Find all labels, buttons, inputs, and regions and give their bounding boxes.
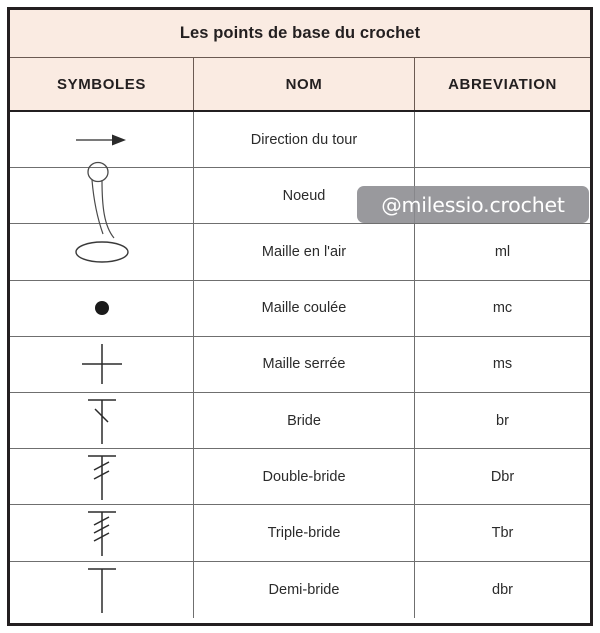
symbol-cell: [10, 224, 194, 279]
single-crochet-symbol: [10, 337, 193, 392]
treble-crochet-symbol: [10, 449, 193, 504]
page-title: Les points de base du crochet: [179, 24, 421, 42]
stitch-name: Maille serrée: [262, 356, 346, 373]
table-row: [10, 224, 590, 280]
stitch-name: Maille en l'air: [261, 243, 347, 260]
stitch-abbreviation: ml: [494, 243, 511, 260]
symbol-cell: [10, 168, 194, 223]
table-body: [10, 112, 590, 618]
watermark-text: @milessio.crochet: [381, 192, 565, 217]
stitch-name: Demi-bride: [268, 581, 340, 598]
name-cell: [194, 112, 415, 167]
name-cell: [194, 281, 415, 336]
stitch-name: Noeud: [282, 187, 326, 204]
name-cell: [194, 337, 415, 392]
table-row: [10, 393, 590, 449]
name-cell: [194, 393, 415, 448]
column-header-name: NOM: [194, 58, 415, 110]
stitch-name: Direction du tour: [250, 131, 358, 148]
column-header-abbreviation: ABREVIATION: [448, 75, 557, 93]
stitch-name: Bride: [287, 412, 321, 429]
abbreviation-cell: [415, 168, 590, 223]
symbol-cell: [10, 393, 194, 448]
column-header-symbols: SYMBOLES: [10, 58, 194, 110]
abbreviation-cell: [415, 224, 590, 279]
symbol-cell: [10, 505, 194, 560]
stitch-abbreviation: Dbr: [490, 468, 515, 485]
slip-stitch-symbol: [10, 281, 193, 336]
stitch-abbreviation: br: [496, 412, 509, 429]
table-row: [10, 168, 590, 224]
abbreviation-cell: [415, 337, 590, 392]
symbol-cell: [10, 281, 194, 336]
stitch-name: Maille coulée: [261, 300, 347, 317]
name-cell: [194, 562, 415, 618]
symbol-cell: [10, 337, 194, 392]
abbreviation-cell: [415, 505, 590, 560]
symbol-cell: [10, 562, 194, 618]
table-row: [10, 449, 590, 505]
stitch-name: Double-bride: [262, 468, 346, 485]
double-crochet-symbol: [10, 393, 193, 448]
name-cell: [194, 449, 415, 504]
stitch-abbreviation: ms: [492, 356, 513, 373]
half-double-symbol: [10, 562, 193, 618]
name-cell: [194, 505, 415, 560]
table-header-row: [10, 58, 590, 112]
stitch-abbreviation: Tbr: [491, 524, 514, 541]
name-cell: [194, 168, 415, 223]
chain-stitch-symbol: [10, 224, 193, 279]
abbreviation-cell: [415, 281, 590, 336]
stitch-abbreviation: dbr: [492, 581, 513, 598]
abbreviation-cell: [415, 112, 590, 167]
table-row: [10, 337, 590, 393]
double-treble-symbol: [10, 505, 193, 560]
table-row: [10, 562, 590, 618]
abbreviation-cell: [415, 449, 590, 504]
abbreviation-cell: [415, 562, 590, 618]
table-title-row: [10, 10, 590, 58]
symbol-cell: [10, 449, 194, 504]
stitch-name: Triple-bride: [267, 524, 341, 541]
name-cell: [194, 224, 415, 279]
crochet-symbols-table: [7, 7, 593, 626]
slip-knot-symbol: [10, 168, 193, 223]
abbreviation-cell: [415, 393, 590, 448]
table-row: [10, 281, 590, 337]
table-row: [10, 505, 590, 561]
stitch-abbreviation: mc: [492, 300, 513, 317]
